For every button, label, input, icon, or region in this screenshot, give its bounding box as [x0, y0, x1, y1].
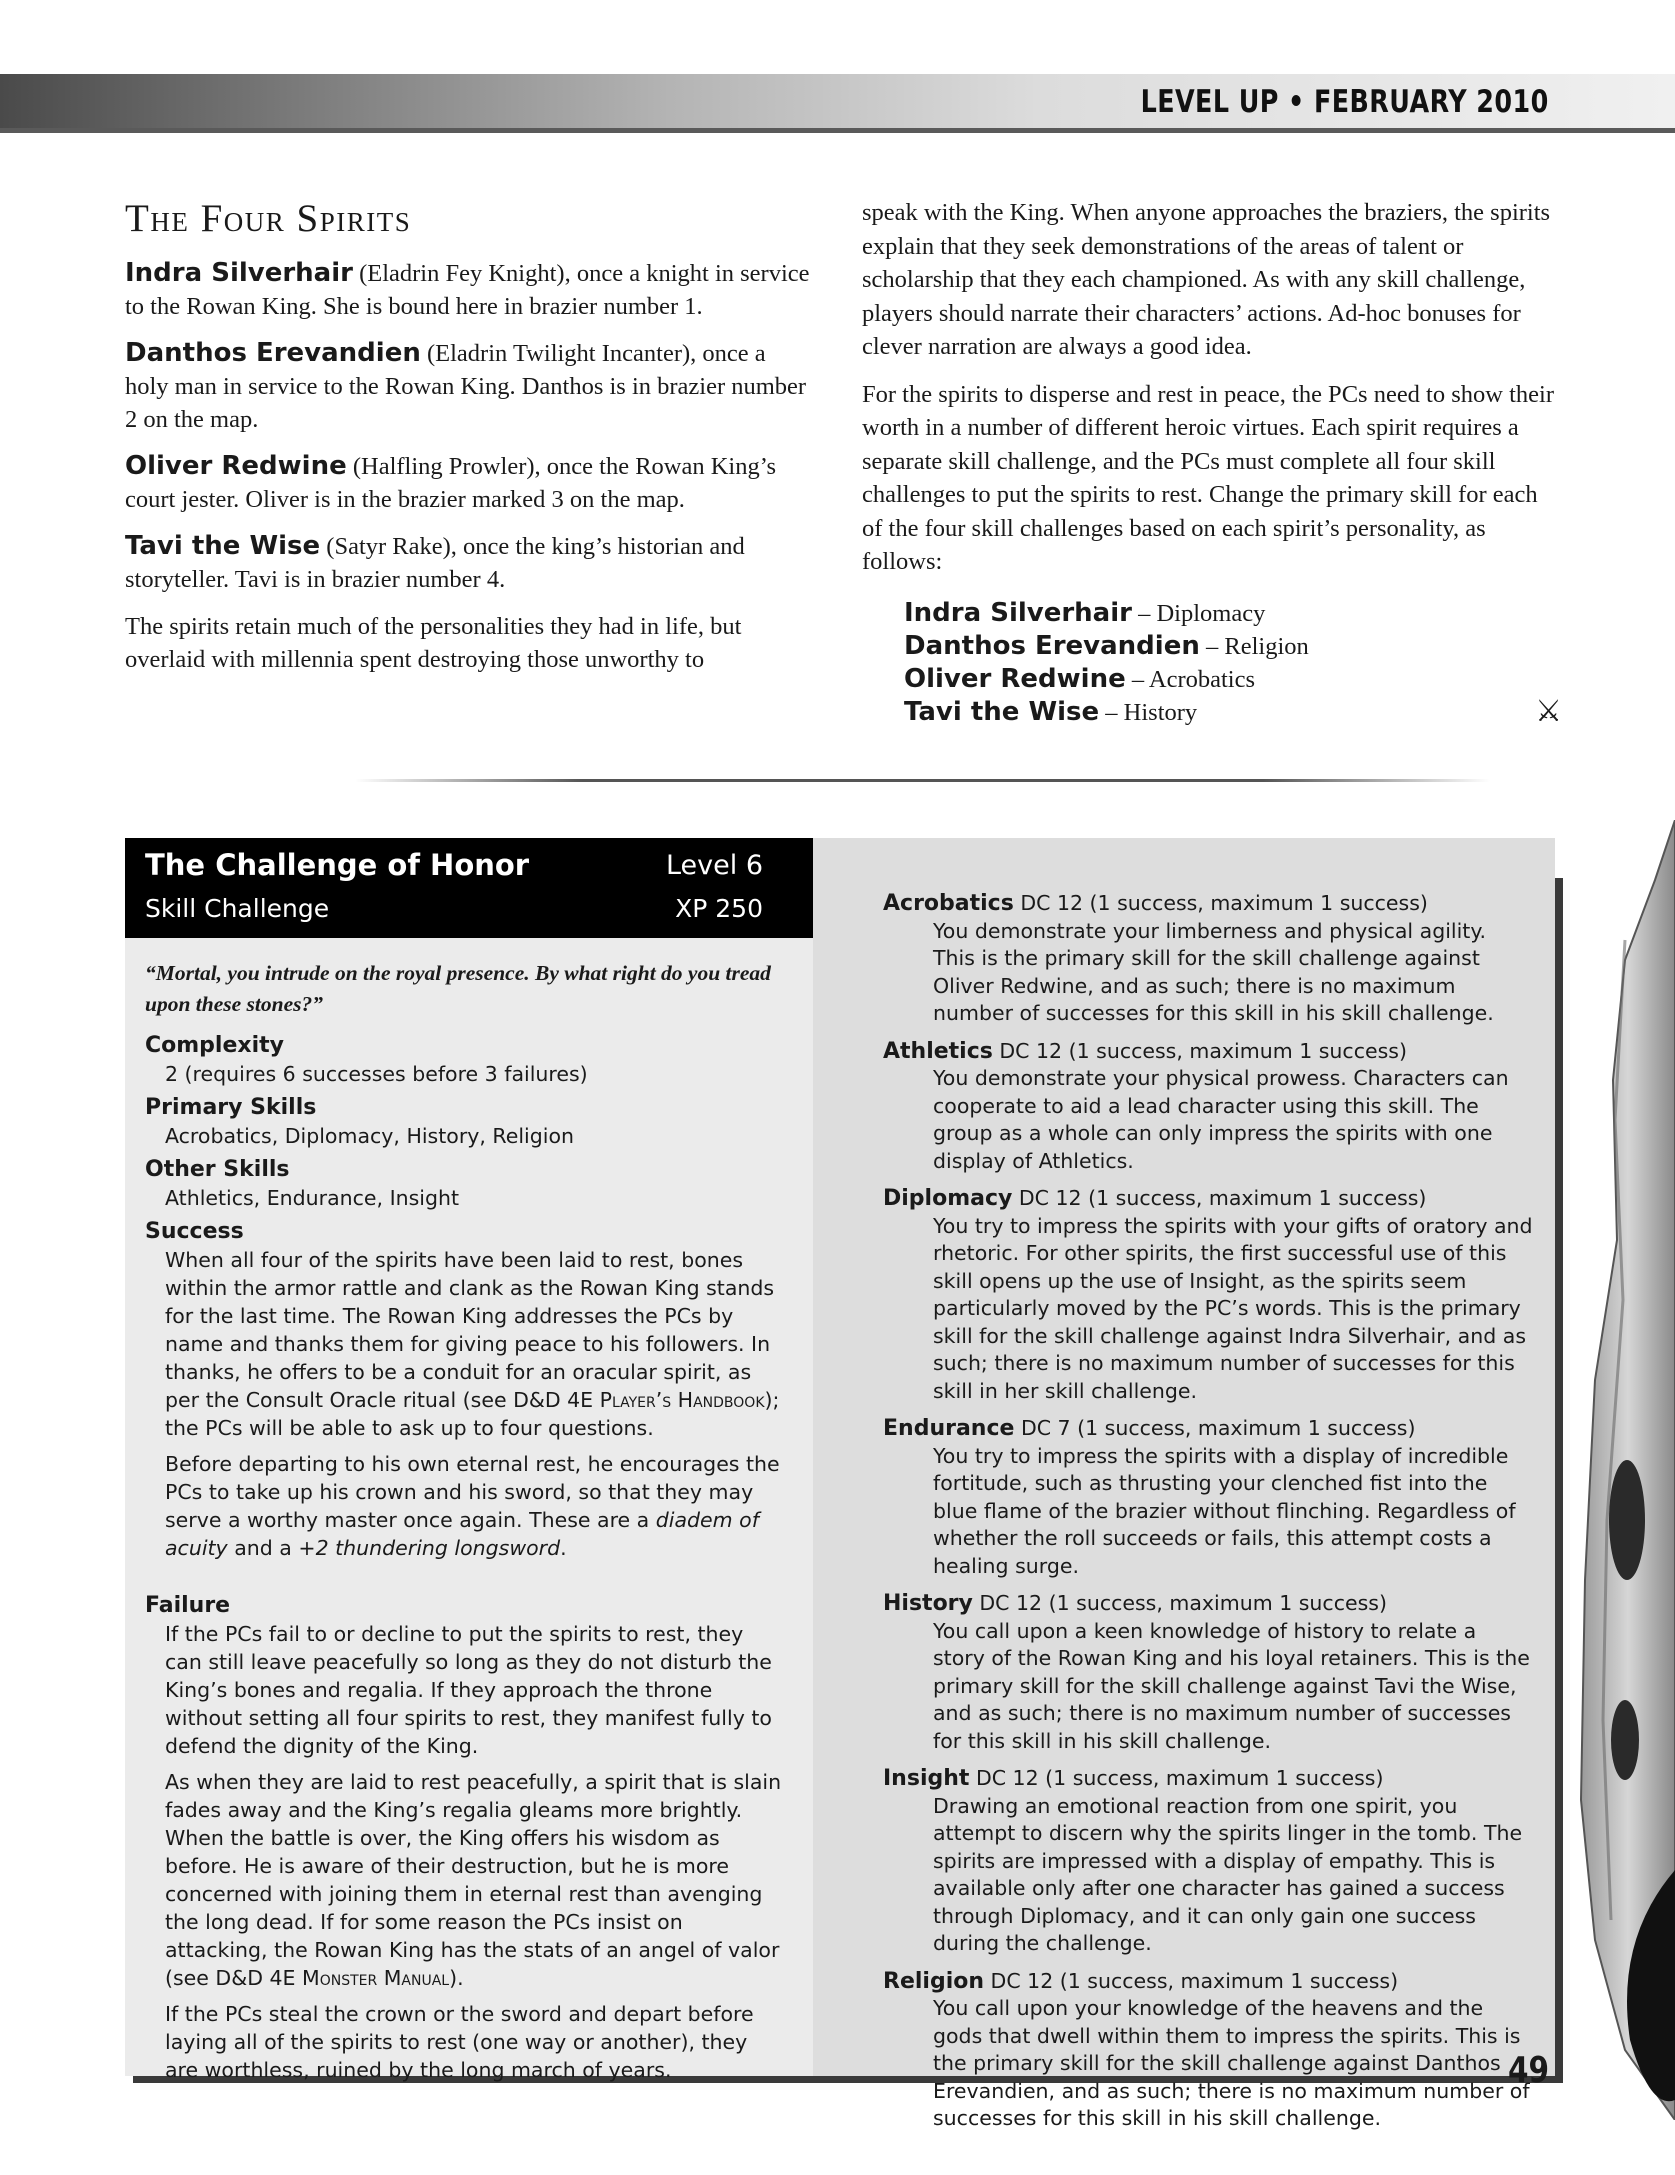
- text-run: ).: [449, 1966, 464, 1990]
- challenge-quote: “Mortal, you intrude on the royal presence. By what right do you tread upon these stones?”: [145, 961, 771, 1016]
- article-right-column: [862, 196, 1562, 729]
- failure-paragraph: [165, 1768, 785, 1992]
- spirit-name: Danthos Erevandien: [125, 338, 421, 368]
- list-item: [904, 696, 1562, 729]
- spirit-skill: – Diplomacy: [1131, 599, 1266, 627]
- list-item: [904, 663, 1562, 696]
- skill-desc: You call upon your knowledge of the heavens and the gods that dwell within them to impress the spirits. This is the primary skill for the skill challenge against Danthos Erevandien, and as such; there is no maximum number of successes for this skill in his skill challenge.: [933, 1996, 1530, 2130]
- magazine-issue-title: LEVEL UP • FEBRUARY 2010: [1140, 84, 1549, 120]
- header-rule: [0, 128, 1675, 133]
- failure-text: [165, 1620, 785, 2084]
- blade-decoration: [1555, 820, 1675, 2120]
- section-title: The Four Spirits: [125, 197, 412, 240]
- spirit-skill: – History: [1099, 698, 1198, 726]
- challenge-type: Skill Challenge: [145, 894, 330, 923]
- page-number: 49: [1507, 2050, 1549, 2091]
- item-name: +2 thundering longsword: [298, 1536, 561, 1560]
- complexity-value: 2 (requires 6 successes before 3 failures): [165, 1062, 588, 1086]
- skill-name: Athletics: [883, 1038, 993, 1064]
- skill-endurance: [883, 1415, 1533, 1580]
- skill-acrobatics: [883, 890, 1533, 1028]
- spirit-entry-tavi: [125, 530, 815, 596]
- failure-paragraph: If the PCs fail to or decline to put the spirits to rest, they can still leave peacefully so long as they do not disturb the King’s bones and regalia. If they approach the throne without setting all four spirits to rest, they manifest fully to defend the dignity of the King.: [165, 1622, 772, 1758]
- skill-dc: DC 7 (1 success, maximum 1 success): [1014, 1416, 1416, 1440]
- text-run: Before departing to his own eternal rest, he encourages the PCs to take up his crown and his sword, so that they may serve a worthy master once again. These are a: [165, 1452, 780, 1532]
- list-item: [904, 630, 1562, 663]
- failure-label: Failure: [145, 1593, 231, 1618]
- spirit-name: Oliver Redwine: [125, 451, 347, 481]
- skill-history: [883, 1590, 1533, 1755]
- success-text: [165, 1246, 785, 1562]
- section-divider: [355, 779, 1490, 782]
- skill-dc: DC 12 (1 success, maximum 1 success): [1013, 891, 1428, 915]
- spirit-desc: (Eladrin Fey Knight), once a knight in service to the Rowan King. She is bound here in brazier number 1.: [125, 260, 810, 320]
- spirit-entry-indra: [125, 257, 815, 323]
- spirit-desc: (Eladrin Twilight Incanter), once a holy man in service to the Rowan King. Danthos is in brazier number 2 on the map.: [125, 340, 807, 433]
- skill-dc: DC 12 (1 success, maximum 1 success): [984, 1968, 1399, 1993]
- text-run: and a: [227, 1536, 299, 1560]
- skill-dc: DC 12 (1 success, maximum 1 success): [969, 1766, 1384, 1790]
- spirit-desc: (Satyr Rake), once the king’s historian and storyteller. Tavi is in brazier number 4.: [125, 533, 745, 593]
- spirit-entry-oliver: [125, 450, 815, 516]
- spirit-skill: – Religion: [1199, 632, 1309, 660]
- skill-dc: DC 12 (1 success, maximum 1 success): [972, 1591, 1387, 1615]
- success-label: Success: [145, 1219, 244, 1244]
- skills-list: [883, 890, 1533, 2143]
- skill-dc: DC 12 (1 success, maximum 1 success): [1012, 1186, 1427, 1210]
- primary-skills-label: Primary Skills: [145, 1095, 317, 1120]
- spirit-name: Tavi the Wise: [125, 531, 321, 561]
- success-paragraph: [165, 1450, 785, 1562]
- skill-religion: [883, 1968, 1533, 2133]
- spirit-name: Tavi the Wise: [904, 696, 1100, 727]
- spirit-skill-list: [904, 597, 1562, 729]
- skill-desc: You try to impress the spirits with your gifts of oratory and rhetoric. For other spirits, the first successful use of this skill opens up the use of Insight, as the spirits seem particularly moved by the PC’s words. This is the primary skill for the skill challenge against Indra Silverhair, and as such; there is no maximum number of successes for this skill in her skill challenge.: [933, 1213, 1533, 1403]
- text-run: .: [560, 1536, 567, 1560]
- skill-name: Acrobatics: [883, 891, 1014, 916]
- spirit-desc: (Halfling Prowler), once the Rowan King’s court jester. Oliver is in the brazier marked 3 on the map.: [125, 453, 777, 513]
- challenge-title: The Challenge of Honor: [145, 848, 530, 882]
- challenge-xp: XP 250: [675, 894, 763, 923]
- spirit-name: Danthos Erevandien: [904, 630, 1200, 661]
- primary-skills-value: Acrobatics, Diplomacy, History, Religion: [165, 1124, 574, 1148]
- skill-desc: You try to impress the spirits with a display of incredible fortitude, such as thrusting your clenched fist into the blue flame of the brazier without flinching. Regardless of whether the roll succeeds or fails, this attempt costs a healing surge.: [933, 1443, 1516, 1578]
- skill-desc: You call upon a keen knowledge of history to relate a story of the Rowan King and his loyal retainers. This is the primary skill for the skill challenge against Tavi the Wise, and as such; there is no maximum number of successes for this skill in his skill challenge.: [933, 1618, 1530, 1753]
- text-run: As when they are laid to rest peacefully, a spirit that is slain fades away and the King’s regalia gleams more brightly. When the battle is over, the King offers his wisdom as before. He is aware of their destruction, but he is more concerned with joining them in eternal rest than avenging the long dead. If for some reason the PCs insist on attacking, the Rowan King has the stats of an angel of valor (see D&D 4E: [165, 1770, 782, 1990]
- skill-challenge-header: [125, 838, 813, 938]
- end-mark-icon: ⚔: [1535, 695, 1562, 728]
- spirit-name: Indra Silverhair: [125, 258, 353, 288]
- book-title: Player’s Handbook: [599, 1388, 765, 1412]
- list-item: [904, 597, 1562, 630]
- body-paragraph: For the spirits to disperse and rest in peace, the PCs need to show their worth in a number of different heroic virtues. Each spirit requires a separate skill challenge, and the PCs must complete all four skill challenges to put the spirits to rest. Change the primary skill for each of the four skill challenges based on each spirit’s personality, as follows:: [862, 380, 1554, 575]
- book-title: Monster Manual: [302, 1966, 450, 1990]
- failure-paragraph: If the PCs steal the crown or the sword and depart before laying all of the spirits to rest (one way or another), they are worthless, ruined by the long march of years.: [165, 2002, 754, 2082]
- spirit-name: Oliver Redwine: [904, 663, 1126, 694]
- skill-name: History: [883, 1591, 973, 1616]
- spirit-name: Indra Silverhair: [904, 597, 1132, 628]
- complexity-label: Complexity: [145, 1033, 284, 1058]
- success-paragraph: [165, 1246, 785, 1442]
- skill-desc: Drawing an emotional reaction from one spirit, you attempt to discern why the spirits linger in the tomb. The spirits are impressed with a display of empathy. This is available only after one character has gained a success through Diplomacy, and it can only gain one success during the challenge.: [933, 1793, 1523, 1955]
- spirit-entry-danthos: [125, 337, 815, 436]
- text-run: ); the PCs will be able to ask up to four questions.: [165, 1388, 780, 1440]
- challenge-details: [145, 958, 785, 2092]
- skill-insight: [883, 1765, 1533, 1958]
- skill-name: Endurance: [883, 1416, 1015, 1441]
- item-name: diadem of acuity: [165, 1508, 759, 1560]
- skill-desc: You demonstrate your physical prowess. Characters can cooperate to aid a lead character using this skill. The group as a whole can only impress the spirits with one display of Athletics.: [933, 1066, 1509, 1173]
- skill-name: Diplomacy: [883, 1186, 1013, 1211]
- body-paragraph: The spirits retain much of the personalities they had in life, but overlaid with millennia spent destroying those unworthy to: [125, 613, 742, 673]
- skill-desc: You demonstrate your limberness and physical agility. This is the primary skill for the skill challenge against Oliver Redwine, and as such; there is no maximum number of successes for this skill in his skill challenge.: [933, 918, 1494, 1025]
- article-left-column: [125, 195, 815, 690]
- body-paragraph: speak with the King. When anyone approaches the braziers, the spirits explain that they seek demonstrations of the areas of talent or scholarship that they each championed. As with any skill challenge, players should narrate their characters’ actions. Ad-hoc bonuses for clever narration are always a good idea.: [862, 199, 1551, 360]
- text-run: When all four of the spirits have been laid to rest, bones within the armor rattle and clank as the Rowan King stands for the last time. The Rowan King addresses the PCs by name and thanks them for giving peace to his followers. In thanks, he offers to be a conduit for an oracular spirit, as per the Consult Oracle ritual (see D&D 4E: [165, 1248, 775, 1412]
- other-skills-value: Athletics, Endurance, Insight: [165, 1186, 460, 1210]
- skill-name: Insight: [883, 1766, 970, 1791]
- other-skills-label: Other Skills: [145, 1157, 290, 1182]
- spirit-skill: – Acrobatics: [1125, 665, 1256, 693]
- skill-name: Religion: [883, 1968, 985, 1994]
- skill-dc: DC 12 (1 success, maximum 1 success): [992, 1038, 1407, 1063]
- skill-diplomacy: [883, 1185, 1533, 1405]
- skill-athletics: [883, 1038, 1533, 1176]
- challenge-level: Level 6: [665, 850, 763, 881]
